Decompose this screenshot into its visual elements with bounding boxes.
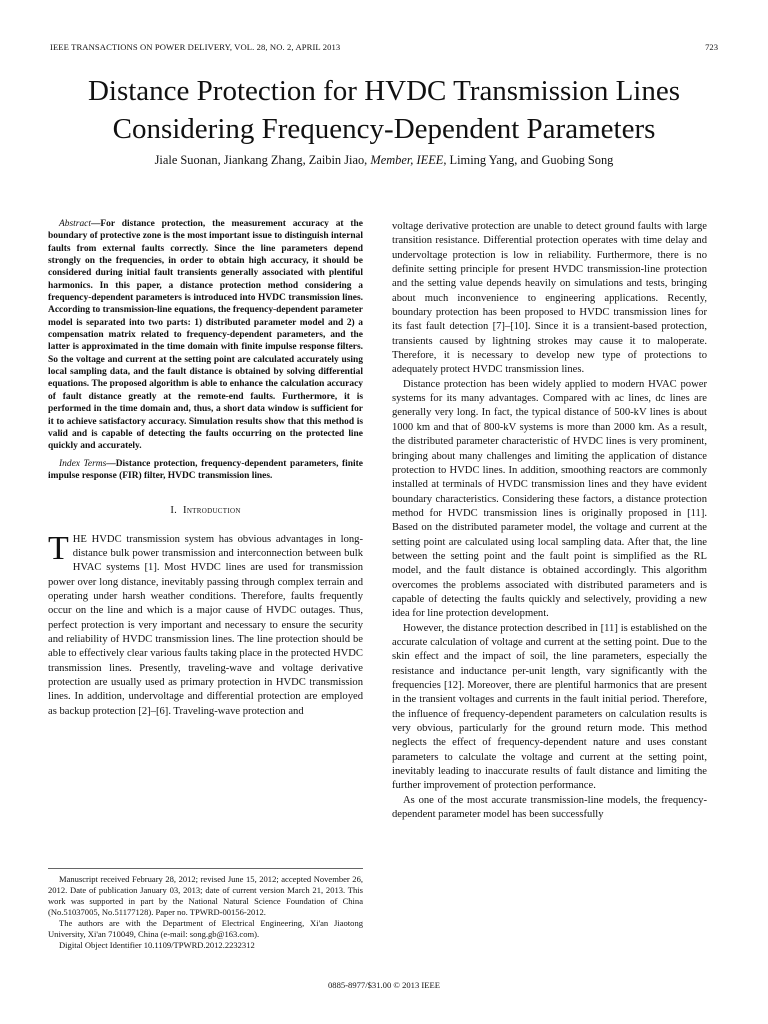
abstract-text: —For distance protection, the measurement accuracy at the boundary of protective zone is the most important issue to distinguish internal faults from external faults correctly. Since the line parameters depend strongly on the frequencies, in order to obtain high accuracy, it should be considered during initial fault transients generally associated with plentiful harmonics. In this paper, a distance protection method considering a frequency-dependent parameters is introduced into HVDC transmission lines. According to transmission-line equations, the frequency-dependent parameter model is separated into two parts: 1) distributed parameter model and 2) a compensation matrix related to frequency-dependent parameters, and the latter is approximated in the time domain with finite impulse response filters. So the voltage and current at the setting point are calculated accurately using local sampling data, and the fault distance is obtained by solving differential equations. The proposed algorithm is able to enhance the calculation accuracy of fault distance greatly at the remote-end faults. Furthermore, it is performed in the time domain and, thus, a short data window is sufficient for it to achieve satisfactory accuracy. Simulation results show that this method is valid and is capable of detecting the faults occurring on the protected line quickly and accurately.	[48, 219, 363, 452]
section-heading	[48, 504, 363, 518]
footnote-doi: Digital Object Identifier 10.1109/TPWRD.2012.2232312	[59, 940, 255, 950]
author-line	[40, 153, 728, 168]
abstract-label: Abstract	[59, 219, 91, 229]
section-title: Introduction	[183, 505, 241, 517]
right-column	[392, 220, 707, 822]
intro-paragraph-4: As one of the most accurate transmission-line models, the frequency-dependent parameter model has been successfully	[392, 794, 707, 821]
left-column	[48, 218, 363, 719]
footnotes	[48, 868, 363, 951]
author-names: Jiale Suonan, Jiankang Zhang, Zaibin Jiao,	[154, 153, 368, 167]
intro-paragraph-1-cont: voltage derivative protection are unable to detect ground faults with large transition resistance. Differential protection operates with time delay and undervoltage protection is low in reliability. Furthermore, there is no definite setting principle for present HVDC transmission-line protection and the setting value depends heavily on simulations and tests, bringing about much inconvenience to engineering applications. Recently, boundary protection has been proposed to HVDC transmission lines for its fast fault detection [7]–[10]. Since it is a transient-based protection, transients caused by lightning strokes may cause it to maloperate. Therefore, it is necessary to develop new type of protections to adequately protect HVDC transmission lines.	[392, 221, 707, 376]
index-terms-label: Index Terms	[59, 458, 107, 469]
paper-title: Distance Protection for HVDC Transmission Lines Considering Frequency-Dependent Parameters	[87, 75, 681, 145]
footnote-manuscript: Manuscript received February 28, 2012; revised June 15, 2012; accepted November 26, 2012. Date of publication January 03, 2013; date of current version March 21, 2013. This work was supported in part by the National Natural Science Foundation of China (No.51037005, No.51177128). Paper no. TPWRD-00156-2012.	[48, 874, 363, 917]
footnote-affiliation: The authors are with the Department of Electrical Engineering, Xi'an Jiaotong University, Xi'an 710049, China (e-mail: song.gb@163.com).	[48, 918, 363, 939]
index-terms-text: —Distance protection, frequency-dependent parameters, finite impulse response (FIR) filter, HVDC transmission lines.	[48, 458, 363, 481]
intro-paragraph-1	[48, 529, 363, 719]
journal-header: IEEE TRANSACTIONS ON POWER DELIVERY, VOL. 28, NO. 2, APRIL 2013	[50, 42, 341, 52]
author-membership: Member, IEEE	[370, 153, 444, 167]
section-number: I.	[170, 505, 178, 517]
author-names-cont: , Liming Yang, and Guobing Song	[443, 153, 614, 167]
index-terms	[48, 458, 363, 483]
copyright-footer: 0885-8977/$31.00 © 2013 IEEE	[327, 980, 441, 990]
page-number: 723	[705, 42, 718, 52]
drop-cap: T	[48, 529, 69, 567]
intro-paragraph-2: Distance protection has been widely applied to modern HVAC power systems for its many advantages. Compared with ac lines, dc lines are generally very long. In fact, the typical distance of 500-kV lines is about 1000 km and that of 800-kV systems is more than 2000 km. As a result, the distributed parameter characteristic of HVDC lines is very prominent, bringing about many challenges and limiting the application of distance protection to HVDC lines. In addition, smoothing reactors are commonly installed at terminals of HVDC transmission lines and they have evident boundary characteristics. Considering these factors, a distance protection method for HVDC transmission lines is originally proposed in [11]. Based on the distributed parameter model, the voltage and current at the setting point are calculated using local sampling data. After that, the line between the setting point and the fault point is simplified as the RL model, and the fault distance is obtained accordingly. This algorithm overcomes the problems associated with distributed parameters and is capable of detecting the faults quickly and selectively, providing a new idea for line protection development.	[392, 378, 707, 620]
footnote-rule	[48, 868, 363, 869]
intro-paragraph-1-text: HE HVDC transmission system has obvious advantages in long-distance bulk power transmission and interconnection between bulk HVAC systems [1]. Most HVDC lines are used for transmission power over long distance, inevitably passing through complex terrain and operating under harsh weather conditions. Therefore, faults frequently occur on the line and which is a major cause of HVDC outages. Thus, perfect protection is very important and necessary to ensure the security and reliability of HVDC transmission lines. The line protection should be able to effectively clear various faults taking place in the protected HVDC transmission lines. Presently, traveling-wave and voltage derivative protection are usually used as primary protection in HVDC transmission lines. In addition, undervoltage and differential protection are employed as backup protection [2]–[6]. Traveling-wave protection and	[48, 533, 363, 717]
abstract	[48, 218, 363, 453]
intro-paragraph-3: However, the distance protection described in [11] is established on the accurate calculation of voltage and current at the setting point. Due to the skin effect and the impact of soil, the line parameters, especially the resistance and inductance per-unit length, vary significantly with the frequencies [12]. Moreover, there are plentiful harmonics that are present in the transient voltages and currents in the fault initial period. Therefore, the influence of frequency-dependent parameters on calculation results is very obvious, particularly for the ground return mode. This method neglects the effect of frequency-dependent nature and uses constant parameters to calculate the voltage and current at the setting point, inevitably leading to inaccurate results of fault distance and limiting the further improvement of protection performance.	[392, 622, 707, 792]
